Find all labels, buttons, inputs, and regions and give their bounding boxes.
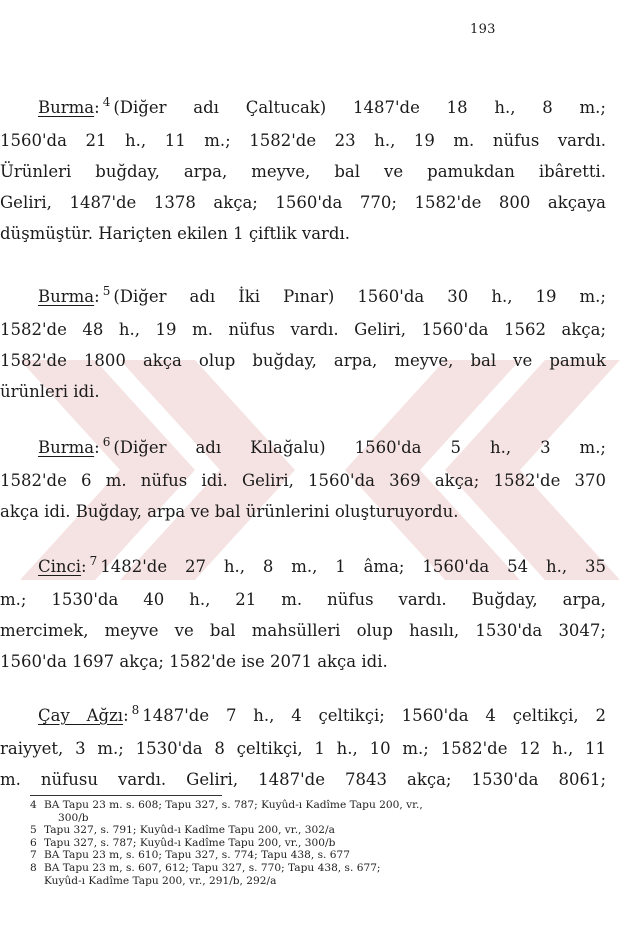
- footnote-text: BA Tapu 23 m. s. 608; Tapu 327, s. 787; Kuyûd-ı Kadîme Tapu 200, vr.,: [44, 799, 423, 811]
- footnote-divider: [30, 795, 222, 796]
- entry-line: 1582'de 48 h., 19 m. nüfus vardı. Geliri, 1560'da 1562 akça;: [0, 320, 606, 339]
- footnote-ref: 7: [89, 554, 98, 568]
- place-name: Burma: [38, 98, 95, 117]
- entry-line: 1582'de 6 m. nüfus idi. Geliri, 1560'da 369 akça; 1582'de 370: [0, 471, 606, 490]
- entry-line: ürünleri idi.: [0, 382, 100, 401]
- footnote: [30, 799, 605, 824]
- footnote: [30, 824, 605, 837]
- footnote-number: 7: [30, 849, 37, 862]
- entry-line: Burma: $^4$ (Diğer adı Çaltucak) 1487'de 18 h., 8 m.;: [38, 95, 606, 117]
- place-name: Burma: [38, 287, 95, 306]
- footnote-ref: 5: [102, 284, 111, 298]
- footnote-number: 6: [30, 836, 37, 849]
- entry-line: Burma: $^6$ (Diğer adı Kılağalu) 1560'da 5 h., 3 m.;: [38, 435, 606, 457]
- entry-line: m. nüfusu vardı. Geliri, 1487'de 7843 akça; 1530'da 8061;: [0, 770, 606, 789]
- footnote-number: 4: [30, 799, 37, 811]
- entry-line: akça idi. Buğday, arpa ve bal ürünlerini oluşturuyordu.: [0, 502, 459, 521]
- footnote-ref: 4: [102, 95, 111, 109]
- entry-line: Cinci: $^7$ 1482'de 27 h., 8 m., 1 âma; 1560'da 54 h., 35: [38, 554, 606, 576]
- footnote-text: BA Tapu 23 m, s. 610; Tapu 327, s. 774; Tapu 438, s. 677: [44, 849, 350, 862]
- entry-line: düşmüştür. Hariçten ekilen 1 çiftlik vardı.: [0, 224, 350, 243]
- footnote-text: Tapu 327, s. 791; Kuyûd-ı Kadîme Tapu 200, vr., 302/a: [44, 824, 335, 837]
- entry-line: raiyyet, 3 m.; 1530'da 8 çeltikçi, 1 h., 10 m.; 1582'de 12 h., 11: [0, 739, 606, 758]
- entry-line: m.; 1530'da 40 h., 21 m. nüfus vardı. Buğday, arpa,: [0, 590, 606, 609]
- footnote-ref: 8: [131, 703, 140, 717]
- footnote-ref: 6: [102, 435, 111, 449]
- entry-line: 1560'da 21 h., 11 m.; 1582'de 23 h., 19 m. nüfus vardı.: [0, 131, 606, 150]
- footnote-number: 5: [30, 824, 37, 837]
- footnote-text: 300/b: [58, 811, 89, 824]
- entry-burma-3: [0, 432, 606, 527]
- entry-line: Burma: $^5$ (Diğer adı İki Pınar) 1560'da 30 h., 19 m.;: [38, 284, 606, 306]
- footnote: [30, 849, 605, 862]
- footnote-number: 8: [30, 861, 37, 874]
- entry-line: Çay Ağzı: $^8$ 1487'de 7 h., 4 çeltikçi; 1560'da 4 çeltikçi, 2: [38, 703, 606, 725]
- footnote: [30, 862, 605, 887]
- entry-cay-agzi: [0, 700, 606, 795]
- entry-line: mercimek, meyve ve bal mahsülleri olup hasılı, 1530'da 3047;: [0, 621, 606, 640]
- entry-line: 1582'de 1800 akça olup buğday, arpa, meyve, bal ve pamuk: [0, 351, 606, 370]
- footnote-text: BA Tapu 23 m, s. 607, 612; Tapu 327, s. 770; Tapu 438, s. 677;: [44, 861, 381, 874]
- entry-line: Geliri, 1487'de 1378 akça; 1560'da 770; 1582'de 800 akçaya: [0, 193, 606, 212]
- place-name: Burma: [38, 438, 95, 457]
- entry-line: Ürünleri buğday, arpa, meyve, bal ve pamukdan ibâretti.: [0, 162, 606, 181]
- entry-line: 1560'da 1697 akça; 1582'de ise 2071 akça idi.: [0, 652, 388, 671]
- entry-burma-2: [0, 281, 606, 407]
- footnote-text: Tapu 327, s. 787; Kuyûd-ı Kadîme Tapu 200, vr., 300/b: [44, 836, 336, 849]
- footnote-text: Kuyûd-ı Kadîme Tapu 200, vr., 291/b, 292/a: [44, 874, 277, 887]
- footnote: [30, 837, 605, 850]
- entry-cinci: [0, 551, 606, 677]
- entry-burma-1: [0, 92, 606, 249]
- page-number: 193: [470, 22, 496, 37]
- place-name: Çay Ağzı: [38, 706, 124, 725]
- footnotes: [30, 799, 605, 887]
- place-name: Cinci: [38, 557, 82, 576]
